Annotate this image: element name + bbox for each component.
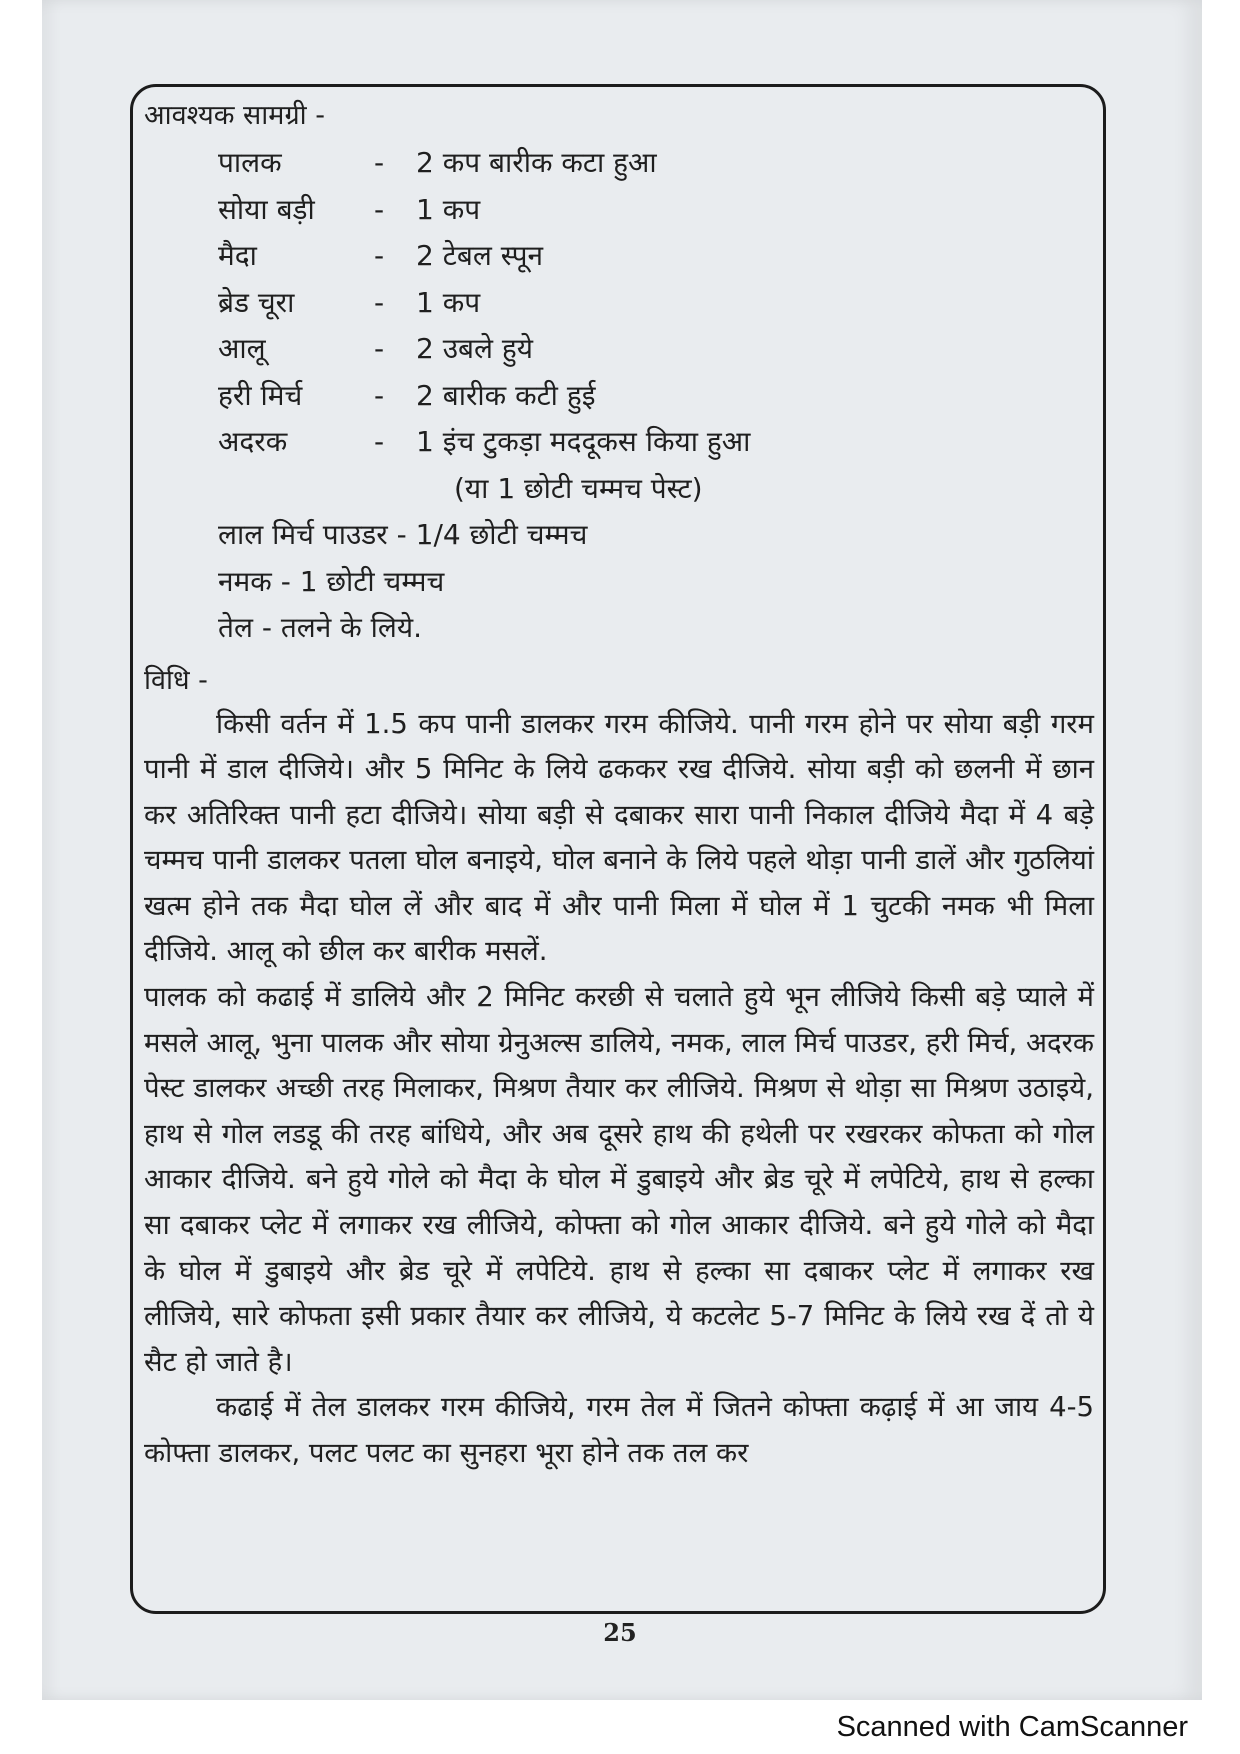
ingredient-inline-row: तेल - तलने के लिये. [218, 611, 423, 644]
method-heading: विधि - [144, 664, 208, 696]
ingredient-quantity: 1 इंच टुकड़ा मददूकस किया हुआ [416, 425, 751, 458]
ingredient-separator: - [374, 425, 385, 458]
ingredient-quantity: 1 कप [416, 285, 481, 319]
method-paragraph: किसी वर्तन में 1.5 कप पानी डालकर गरम कीजिये. पानी गरम होने पर सोया बड़ी गरम पानी में डाल दीजिये। और 5 मिनिट के लिये ढककर रख दीजिये. सोया बड़ी को छलनी में छान कर अतिरिक्त पानी हटा दीजिये। सोया बड़ी से दबाकर सारा पानी निकाल दीजिये मैदा में 4 बड़े चम्मच पानी डालकर पतला घोल बनाइये, घोल बनाने के लिये पहले थोड़ा पानी डालें और गुठलियां खत्म होने तक मैदा घोल लें और बाद में और पानी मिला में घोल में 1 चुटकी नमक भी मिला दीजिये. आलू को छील कर बारीक मसलें. [144, 707, 1094, 968]
ingredient-row [218, 233, 1094, 280]
ingredient-quantity: 1 कप [416, 192, 481, 226]
ingredient-name: पालक [218, 146, 282, 179]
ingredient-row [218, 373, 1094, 420]
recipe-content [144, 96, 1094, 1477]
scanner-watermark: Scanned with CamScanner [836, 1711, 1188, 1743]
ingredient-row [218, 280, 1094, 327]
ingredient-note: (या 1 छोटी चम्मच पेस्ट) [454, 471, 703, 505]
ingredient-separator: - [374, 285, 385, 319]
ingredient-separator: - [374, 378, 385, 412]
method-paragraph: कढाई में तेल डालकर गरम कीजिये, गरम तेल में जितने कोफ्ता कढ़ाई में आ जाय 4-5 कोफ्ता डालकर, पलट पलट का सुनहरा भूरा होने तक तल कर [144, 1391, 1094, 1469]
ingredient-inline-row: नमक - 1 छोटी चम्मच [218, 564, 445, 598]
ingredient-quantity: 2 टेबल स्पून [416, 239, 544, 272]
ingredients-heading: आवश्यक सामग्री - [144, 100, 325, 131]
ingredient-name: मैदा [218, 239, 257, 272]
ingredient-row [218, 187, 1094, 234]
ingredient-row [218, 140, 1094, 187]
ingredient-separator: - [374, 192, 385, 226]
ingredients-list [144, 140, 1094, 652]
ingredient-name: आलू [218, 332, 266, 365]
ingredient-separator: - [374, 146, 385, 179]
ingredient-inline-row: लाल मिर्च पाउडर - 1/4 छोटी चम्मच [218, 518, 588, 551]
page-number: 25 [603, 1618, 637, 1647]
ingredient-name: हरी मिर्च [218, 378, 303, 412]
ingredient-row [218, 326, 1094, 373]
ingredient-quantity: 2 कप बारीक कटा हुआ [416, 146, 657, 179]
ingredient-name: ब्रेड चूरा [218, 285, 295, 319]
ingredient-quantity: 2 बारीक कटी हुई [416, 378, 596, 412]
ingredient-separator: - [374, 239, 385, 272]
ingredient-separator: - [374, 332, 385, 365]
method-paragraph: पालक को कढाई में डालिये और 2 मिनिट करछी से चलाते हुये भून लीजिये किसी बड़े प्याले में मसले आलू, भुना पालक और सोया ग्रेनुअल्स डालिये, नमक, लाल मिर्च पाउडर, हरी मिर्च, अदरक पेस्ट डालकर अच्छी तरह मिलाकर, मिश्रण तैयार कर लीजिये. मिश्रण से थोड़ा सा मिश्रण उठाइये, हाथ से गोल लडडू की तरह बांधिये, और अब दूसरे हाथ की हथेली पर रखरकर कोफता को गोल आकार दीजिये. बने हुये गोले को मैदा के घोल में डुबाइये और ब्रेड चूरे में लपेटिये, हाथ से हल्का सा दबाकर प्लेट में लगाकर रख लीजिये, कोफ्ता को गोल आकार दीजिये. बने हुये गोले को मैदा के घोल में डुबाइये और ब्रेड चूरे में लपेटिये. हाथ से हल्का सा दबाकर प्लेट में लगाकर रख लीजिये, सारे कोफता इसी प्रकार तैयार कर लीजिये, ये कटलेट 5-7 मिनिट के लिये रख दें तो ये सैट हो जाते है। [144, 981, 1094, 1378]
ingredient-name: सोया बड़ी [218, 192, 315, 226]
ingredient-row [218, 419, 1094, 466]
ingredient-name: अदरक [218, 425, 288, 458]
ingredient-quantity: 2 उबले हुये [416, 332, 534, 365]
